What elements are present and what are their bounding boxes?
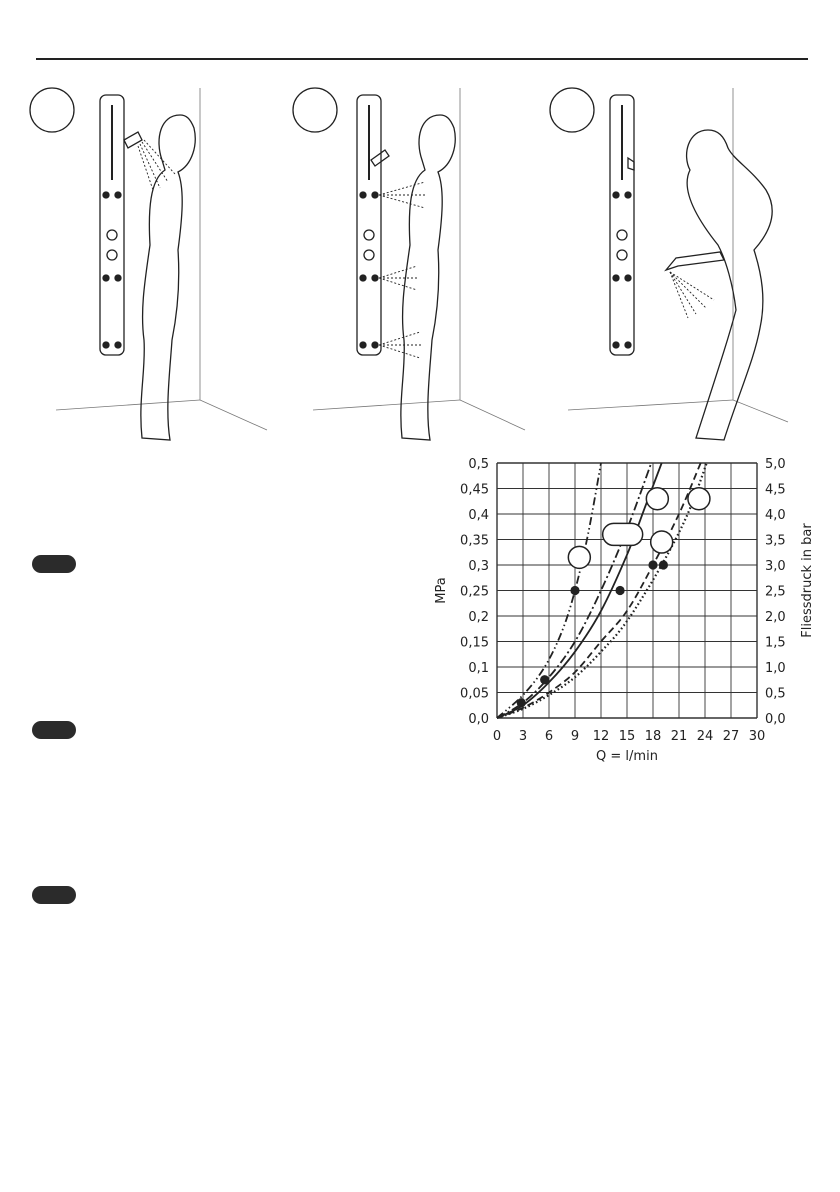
y-tick-label-right: 0,0 [765, 712, 786, 727]
y-tick-label-right: 1,5 [765, 635, 786, 651]
floor-line [56, 400, 200, 410]
y-axis-left-title: MPa [434, 577, 449, 604]
y-tick-label-left: 0,15 [460, 635, 489, 651]
x-tick-label: 21 [670, 729, 688, 744]
y-tick-label-right: 4,5 [765, 482, 786, 498]
y-tick-label-left: 0,35 [460, 533, 489, 549]
flow-pressure-chart-svg [400, 448, 820, 778]
top-rule [36, 58, 808, 60]
x-tick-label: 30 [748, 729, 766, 744]
chart-callouts [568, 488, 710, 569]
y-tick-label-right: 2,5 [765, 584, 786, 600]
hand-spray [670, 272, 714, 318]
y-tick-label-right: 3,5 [765, 533, 786, 549]
y-tick-label-right: 4,0 [765, 508, 786, 523]
y-tick-label-left: 0,0 [468, 712, 489, 727]
step-circle-2 [293, 88, 337, 132]
hand-shower [666, 252, 724, 270]
overhead-shower-drawing [20, 70, 275, 450]
x-tick-label: 18 [644, 729, 662, 744]
overhead-head [124, 132, 142, 148]
hand-shower-holder [628, 158, 634, 170]
callout-circle [568, 546, 590, 568]
x-tick-label: 12 [592, 729, 610, 744]
x-tick-label: 24 [696, 729, 714, 744]
y-tick-label-left: 0,45 [460, 482, 489, 498]
x-tick-label: 3 [518, 729, 528, 744]
y-tick-label-right: 0,5 [765, 686, 786, 702]
callout-circle [688, 488, 710, 510]
body-jets-drawing [285, 70, 540, 450]
y-tick-label-left: 0,5 [468, 457, 489, 472]
callout-pill [603, 523, 643, 545]
step-circle-3 [550, 88, 594, 132]
y-tick-label-left: 0,25 [460, 584, 489, 600]
x-tick-label: 15 [618, 729, 636, 744]
language-badge [32, 886, 76, 904]
water-spray [138, 140, 175, 190]
y-tick-label-right: 5,0 [765, 457, 786, 472]
wall-corner [460, 88, 525, 430]
y-tick-label-left: 0,05 [460, 686, 489, 702]
language-badge [32, 555, 76, 573]
hand-shower-drawing [548, 70, 803, 450]
y-tick-label-right: 1,0 [765, 661, 786, 676]
y-axis-right-title: Fliessdruck in bar [800, 523, 815, 638]
language-badge [32, 721, 76, 739]
x-tick-label: 0 [492, 729, 502, 744]
wall-corner [200, 88, 267, 430]
chart-markers [517, 560, 668, 707]
y-tick-label-right: 2,0 [765, 610, 786, 625]
chart-grid [497, 463, 757, 718]
y-axis-left-ticks [460, 457, 489, 727]
data-marker [615, 586, 624, 595]
callout-circle [651, 531, 673, 553]
x-axis-title: Q = l/min [596, 749, 658, 764]
y-tick-label-left: 0,1 [468, 661, 489, 676]
x-tick-label: 27 [722, 729, 740, 744]
y-axis-right-ticks [765, 457, 786, 727]
y-tick-label-left: 0,2 [468, 610, 489, 625]
y-tick-label-right: 3,0 [765, 559, 786, 574]
x-tick-label: 6 [544, 729, 554, 744]
x-axis-ticks [493, 729, 765, 744]
floor-line [313, 400, 460, 410]
x-tick-label: 9 [570, 729, 580, 744]
flow-pressure-chart [400, 448, 820, 778]
y-tick-label-left: 0,3 [468, 559, 489, 574]
data-marker [659, 560, 668, 569]
illustration-body-jets [285, 70, 540, 450]
illustration-overhead-shower [20, 70, 275, 450]
data-marker [517, 698, 526, 707]
person-figure [687, 130, 773, 440]
data-marker [648, 560, 657, 569]
person-figure [401, 115, 455, 440]
step-circle-1 [30, 88, 74, 132]
data-marker [570, 586, 579, 595]
wall-corner [733, 88, 788, 422]
data-marker [540, 675, 549, 684]
y-tick-label-left: 0,4 [468, 508, 489, 523]
illustration-hand-shower [548, 70, 803, 450]
callout-circle [646, 488, 668, 510]
hand-shower-holder [371, 150, 389, 166]
